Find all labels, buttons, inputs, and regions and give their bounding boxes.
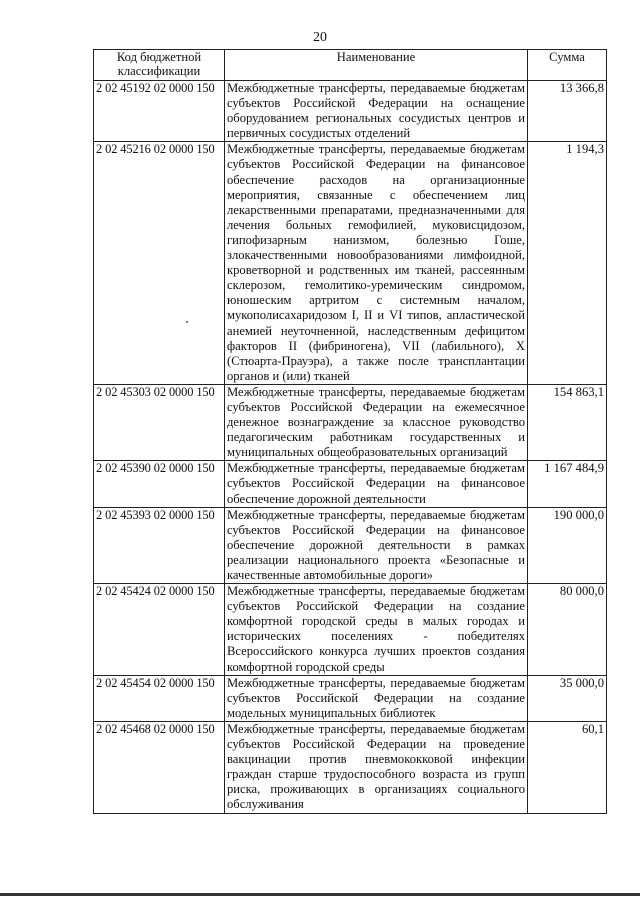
transfer-sum: 190 000,0: [528, 507, 607, 583]
table-row: [94, 81, 607, 142]
scan-bottom-edge: [0, 893, 640, 896]
transfer-name: Межбюджетные трансферты, передаваемые бюджетам субъектов Российской Федерации на финансовое обеспечение расходов на организационные мероприятия, связанные с обеспечением лиц лекарственными препаратами, предназначенными для лечения больных гемофилией, муковисцидозом, гипофизарным нанизмом, болезнью Гоше, злокачественными новообразованиями лимфоидной, кроветворной и родственных им тканей, рассеянным склерозом, гемолитико-уремическим синдромом, юношеским артритом с системным началом, мукополисахаридозом I, II и VI типов, апластической анемией неуточненной, наследственным дефицитом факторов II (фибриногена), VII (лабильного), X (Стюарта-Прауэра), а также после трансплантации органов и (или) тканей: [225, 142, 528, 385]
budget-code: 2 02 45216 02 0000 150: [94, 142, 225, 385]
budget-table: [93, 49, 607, 814]
transfer-name: Межбюджетные трансферты, передаваемые бюджетам субъектов Российской Федерации на ежемесячное денежное вознаграждение за классное руководство педагогическим работникам государственных и муниципальных общеобразовательных организаций: [225, 384, 528, 460]
budget-code: 2 02 45390 02 0000 150: [94, 461, 225, 507]
page-number: 20: [313, 30, 327, 45]
table-row: [94, 675, 607, 721]
transfer-sum: 154 863,1: [528, 384, 607, 460]
transfer-sum: 80 000,0: [528, 584, 607, 676]
table-row: [94, 142, 607, 385]
table-row: [94, 384, 607, 460]
transfer-name: Межбюджетные трансферты, передаваемые бюджетам субъектов Российской Федерации на оснащение оборудованием региональных сосудистых центров и первичных сосудистых отделений: [225, 81, 528, 142]
header-code: Код бюджетной классификации: [94, 50, 225, 81]
budget-code: 2 02 45454 02 0000 150: [94, 675, 225, 721]
budget-code: 2 02 45303 02 0000 150: [94, 384, 225, 460]
header-sum: Сумма: [528, 50, 607, 81]
table-row: [94, 507, 607, 583]
table-header-row: [94, 50, 607, 81]
table-row: [94, 584, 607, 676]
table-row: [94, 461, 607, 507]
transfer-name: Межбюджетные трансферты, передаваемые бюджетам субъектов Российской Федерации на финансовое обеспечение дорожной деятельности в рамках реализации национального проекта «Безопасные и качественные автомобильные дороги»: [225, 507, 528, 583]
transfer-name: Межбюджетные трансферты, передаваемые бюджетам субъектов Российской Федерации на создание комфортной городской среды в малых городах и исторических поселениях - победителях Всероссийского конкурса лучших проектов создания комфортной городской среды: [225, 584, 528, 676]
table-row: [94, 721, 607, 813]
transfer-sum: 13 366,8: [528, 81, 607, 142]
budget-code: 2 02 45192 02 0000 150: [94, 81, 225, 142]
transfer-name: Межбюджетные трансферты, передаваемые бюджетам субъектов Российской Федерации на создание модельных муниципальных библиотек: [225, 675, 528, 721]
transfer-sum: 1 194,3: [528, 142, 607, 385]
scan-speck: [186, 321, 188, 323]
transfer-name: Межбюджетные трансферты, передаваемые бюджетам субъектов Российской Федерации на финансовое обеспечение дорожной деятельности: [225, 461, 528, 507]
transfer-sum: 60,1: [528, 721, 607, 813]
budget-code: 2 02 45468 02 0000 150: [94, 721, 225, 813]
budget-code: 2 02 45424 02 0000 150: [94, 584, 225, 676]
transfer-sum: 1 167 484,9: [528, 461, 607, 507]
budget-code: 2 02 45393 02 0000 150: [94, 507, 225, 583]
transfer-sum: 35 000,0: [528, 675, 607, 721]
header-name: Наименование: [225, 50, 528, 81]
transfer-name: Межбюджетные трансферты, передаваемые бюджетам субъектов Российской Федерации на проведение вакцинации против пневмококковой инфекции граждан старше трудоспособного возраста из групп риска, проживающих в организациях социального обслуживания: [225, 721, 528, 813]
